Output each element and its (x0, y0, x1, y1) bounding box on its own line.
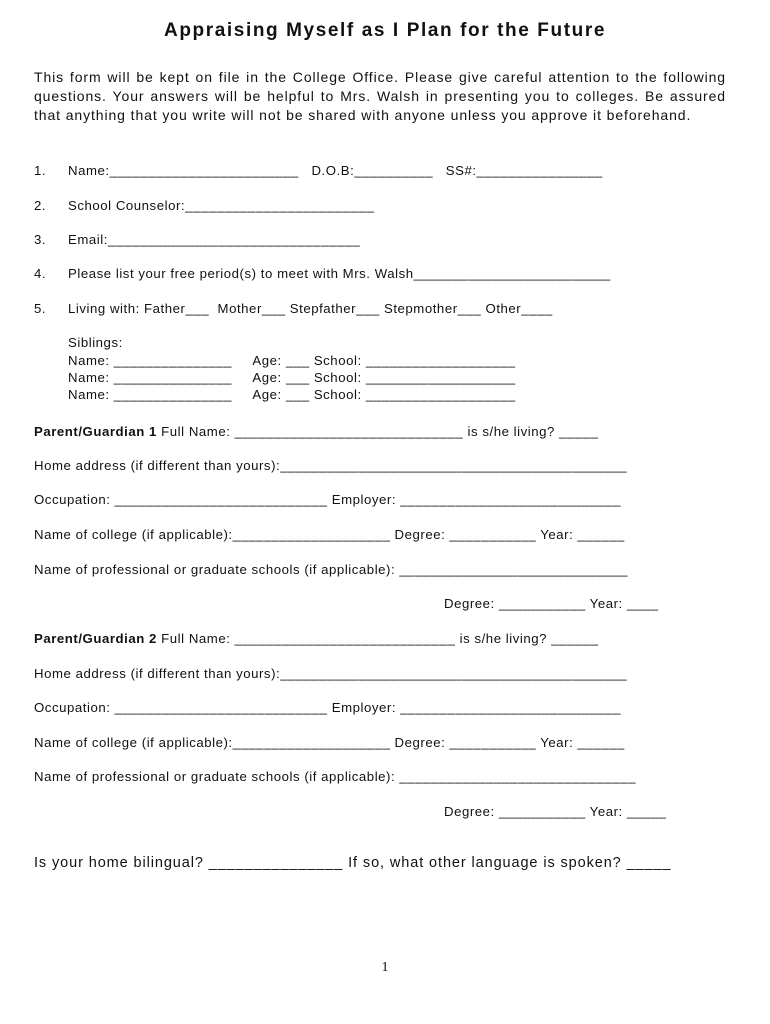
parent1-grad-schools-field[interactable]: Name of professional or graduate schools (if applicable): _____________________________ (34, 562, 629, 577)
question-4-number: 4. (34, 266, 47, 281)
parent2-grad-schools-field[interactable]: Name of professional or graduate schools (if applicable): ______________________________ (34, 769, 636, 784)
parent2-grad-degree-year-field[interactable]: Degree: ___________ Year: _____ (444, 804, 667, 819)
free-period-field[interactable]: Please list your free period(s) to meet with Mrs. Walsh_________________________ (68, 266, 611, 281)
living-with-field[interactable]: Living with: Father___ Mother___ Stepfather___ Stepmother___ Other____ (68, 301, 553, 316)
parent1-heading: Parent/Guardian 1 (34, 424, 157, 439)
school-counselor-field[interactable]: School Counselor:________________________ (68, 198, 375, 213)
parent1-grad-degree-year-field[interactable]: Degree: ___________ Year: ____ (444, 596, 659, 611)
question-2-number: 2. (34, 198, 47, 213)
sibling-row[interactable]: Name: _______________ Age: ___ School: ___________________ (68, 370, 516, 385)
email-field[interactable]: Email:________________________________ (68, 232, 361, 247)
siblings-label: Siblings: (68, 335, 123, 350)
question-3-number: 3. (34, 232, 47, 247)
parent2-full-name-field[interactable]: Full Name: ____________________________ is s/he living? ______ (156, 631, 599, 646)
parent2-home-address-field[interactable]: Home address (if different than yours):____________________________________________ (34, 666, 628, 681)
parent1-full-name-field[interactable]: Full Name: _____________________________ is s/he living? _____ (156, 424, 599, 439)
parent1-occupation-employer-field[interactable]: Occupation: ___________________________ Employer: ____________________________ (34, 492, 622, 507)
bilingual-field[interactable]: Is your home bilingual? _______________ If so, what other language is spoken? _____ (34, 855, 672, 871)
parent2-college-field[interactable]: Name of college (if applicable):____________________ Degree: ___________ Year: ______ (34, 735, 625, 750)
name-dob-ssn-field[interactable]: Name:________________________ D.O.B:__________ SS#:________________ (68, 163, 603, 178)
parent2-full-name-line[interactable] (34, 630, 599, 647)
question-5-number: 5. (34, 301, 47, 316)
sibling-row[interactable]: Name: _______________ Age: ___ School: ___________________ (68, 353, 516, 368)
parent1-full-name-line[interactable] (34, 423, 599, 440)
page-number: 1 (381, 960, 389, 975)
parent2-occupation-employer-field[interactable]: Occupation: ___________________________ Employer: ____________________________ (34, 700, 622, 715)
question-1-number: 1. (34, 163, 47, 178)
parent1-home-address-field[interactable]: Home address (if different than yours):____________________________________________ (34, 458, 628, 473)
sibling-row[interactable]: Name: _______________ Age: ___ School: ___________________ (68, 387, 516, 402)
page-title: Appraising Myself as I Plan for the Future (164, 20, 606, 41)
parent1-college-field[interactable]: Name of college (if applicable):____________________ Degree: ___________ Year: ______ (34, 527, 625, 542)
intro-paragraph: This form will be kept on file in the College Office. Please give careful attention to the following questions. Your answers will be helpful to Mrs. Walsh in presenting you to colleges. Be assured that anything that you write will not be shared with anyone unless you approve it beforehand. (34, 69, 726, 123)
parent2-heading: Parent/Guardian 2 (34, 631, 157, 646)
